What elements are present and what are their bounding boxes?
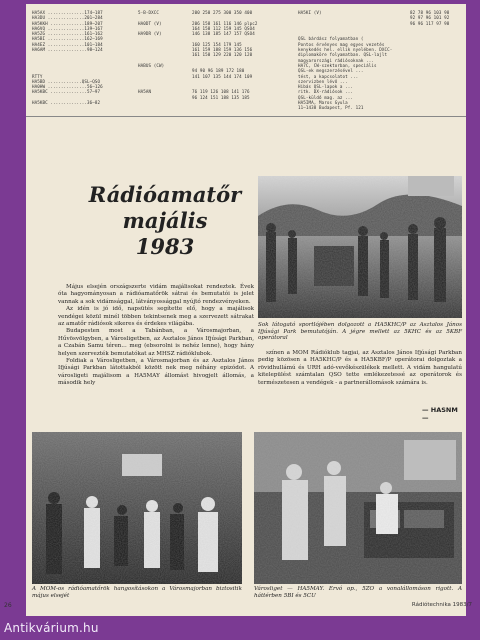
table-cell: HA5KBC ..............36—82	[32, 100, 101, 106]
table-cell: QSL-küldő mag. az ...	[298, 94, 354, 100]
photo-field-day-caption: Sok látogató sportlójében dolgozott a HA5KHC/P az Asztalos János Ifjúsági Park bemutatóján. A jégre mellett az 5KHC és az 5KBF operátoral	[258, 322, 462, 342]
table-cell: szervizben lévő ...	[298, 78, 348, 84]
table-cell: HA5KKH .............189—207	[32, 20, 103, 26]
body-paragraph: Budapesten most a Tabánban, a Városmajorban, a Hűvösvölgyben, a Városligetben, az Asztalos János Ifjúsági Parkban, a Czabán Samu téren... meg (ebsorolni is nehéz lenne), hogy hány helyen szervezték bemutatókat az MHSZ rádióklubok.	[58, 328, 254, 357]
magazine-page	[26, 4, 466, 616]
table-cell: HA6VQ ..............139—167	[32, 25, 103, 31]
magazine-issue: Rádiótechnika 1983/7	[411, 602, 472, 608]
table-cell: 161 159 188 159 136 156	[192, 47, 253, 53]
headline-line-3: 1983	[135, 234, 195, 259]
results-tables	[32, 10, 462, 112]
table-cell: QSL bárdász folyamatban (	[298, 36, 364, 42]
table-column-callsigns	[32, 10, 112, 105]
body-paragraph: Május elsején országszerte vidám majálisokat rendeztek. Évek óta hagyományosan a rádióamatőrök sátrai és bemutatói is jelet vannak a sok vidámsággal, látványossággal nyújtó rendezvényeken.	[58, 284, 254, 305]
table-cell: 82 78 96 103 98	[410, 10, 450, 15]
table-cell: diplomaköre folyamatban. QSL-lajlt	[298, 52, 388, 58]
table-cell: HA5ZG ..............161—162	[32, 31, 103, 37]
article-body-left	[58, 284, 254, 388]
table-cell: HA5KI (V)	[298, 10, 322, 15]
table-cell: HA7C, CW-szektorban, speciális	[298, 62, 377, 68]
table-cell: HA9DR (V)	[138, 31, 162, 37]
table-cell: Hibás QSL-lapok a ...	[298, 84, 354, 90]
table-cell: 5-B-DXCC	[138, 10, 159, 15]
table-cell: HA5IMA, Maros Gyula	[298, 100, 348, 106]
table-cell: 96 96 117 97 98	[410, 20, 450, 26]
table-cell: HA0DT (V)	[138, 20, 162, 26]
table-cell: kenykedés hel. ellik nyelében. DXCC-	[298, 47, 393, 53]
table-column-categories	[138, 10, 190, 95]
table-cell: 96 124 151 188 135 185	[192, 94, 250, 100]
headline-line-1: Rádióamatőr	[88, 182, 242, 207]
table-cell: tést, a kapcsolatot ...	[298, 73, 359, 79]
table-cell: HA5BD .............QSL—QSO	[32, 78, 101, 84]
table-cell: HA4EZ ..............101—184	[32, 41, 103, 47]
photo-field-day	[258, 176, 462, 318]
table-cell	[410, 105, 466, 110]
table-cell: HA6AM ...............98—124	[32, 47, 103, 53]
table-cell: 200 250 275 300 350 400	[192, 10, 253, 15]
article-body-right	[258, 350, 462, 387]
table-column-notes	[298, 10, 408, 111]
photo-station-operators	[254, 432, 462, 584]
table-cell: QSL-ek megszerzésével ...	[298, 68, 364, 74]
table-column-scores	[192, 10, 292, 100]
body-paragraph: Az idén is jó idő, napsütés segítette elő, hogy a majálisok vendégei közül minél többen tekintsenek meg a szervezett sátrakat az amatőr rádiósok sikeres és érdekes világába.	[58, 306, 254, 328]
table-cell: HA3DU ..............201—284	[32, 15, 103, 21]
photo-station-operators-caption: Városliget — HA5MAY. Ervó op., 5ZO a vonalállomáson rigott. A háttérben 5BI és 5CU	[254, 586, 462, 599]
body-paragraph: Foldiak a Városligetben, a Városmajorban és az Asztalos János Ifjúsági Parkban látottakból között nek meg néhány epizódot. A városligeti majálisom a HA5MAY állomást hivogjelt állomás, a második hely	[58, 358, 254, 387]
headline-line-2: majális	[122, 208, 208, 233]
table-cell: HABUS (CW)	[138, 62, 165, 68]
table-cell: 11—1438 Budapest, Pf. 121	[298, 105, 364, 111]
watermark-text: Antikvárium.hu	[4, 621, 99, 635]
table-cell: HA5AN	[138, 89, 152, 95]
article-headline	[70, 182, 260, 260]
table-cell: HA5BI ..............162—169	[32, 36, 103, 42]
table-cell: ritk. DX-rádiósok ...	[298, 89, 354, 95]
table-cell: Pontos érvényes mag egyes vezetés	[298, 41, 385, 47]
table-cell: HA0HW ...............56—126	[32, 84, 103, 90]
photo-mom-tent-caption: A MOM-os rádióamatőrök hangosításokon a Városmajorban biztositik május elsejét	[32, 586, 242, 599]
table-cell: magyarországi rádiósoknak ...	[298, 57, 375, 63]
table-cell: 92 97 96 101 92	[410, 15, 450, 21]
body-paragraph: színen a MOM Rádióklub tagjai, az Asztalos János Ifjúsági Parkban pedig közösen a HA5KHC/P és a HA5KBF/P operátorai dolgoztak a rövidhullámú és URH adó-vevőkészülékek mellett. A vidám hangulatú kitelepülést számtalan QSO tette emlékezetessé az operátorok és természetesen a vendégek - a partnerállomások számára is.	[258, 350, 462, 386]
table-cell: 164 158 112 159 145 QSO4	[192, 25, 255, 31]
table-cell: 206 158 161 116 146 plpc2	[192, 20, 258, 26]
table-cell: 160 125 154 179 145	[192, 41, 242, 47]
table-cell: HA5AX ..............174—187	[32, 10, 103, 15]
author-signature: — HASNM —	[422, 406, 458, 422]
table-cell: RTTY	[32, 73, 43, 79]
table-cell: 161 150 129 220 120 120	[192, 52, 253, 58]
table-cell: 141 107 135 144 174 109	[192, 73, 253, 79]
table-column-values	[410, 10, 466, 111]
section-divider	[26, 116, 466, 117]
table-cell: 146 138 185 147 157 QSO4	[192, 31, 255, 37]
photo-mom-tent	[32, 432, 242, 584]
table-cell: HA5KBC ..............57—97	[32, 89, 101, 95]
page-number: 26	[4, 602, 12, 609]
table-cell: 76 119 126 108 141 176	[192, 89, 250, 95]
table-cell: 94 90 96 189 172 180	[192, 68, 245, 74]
